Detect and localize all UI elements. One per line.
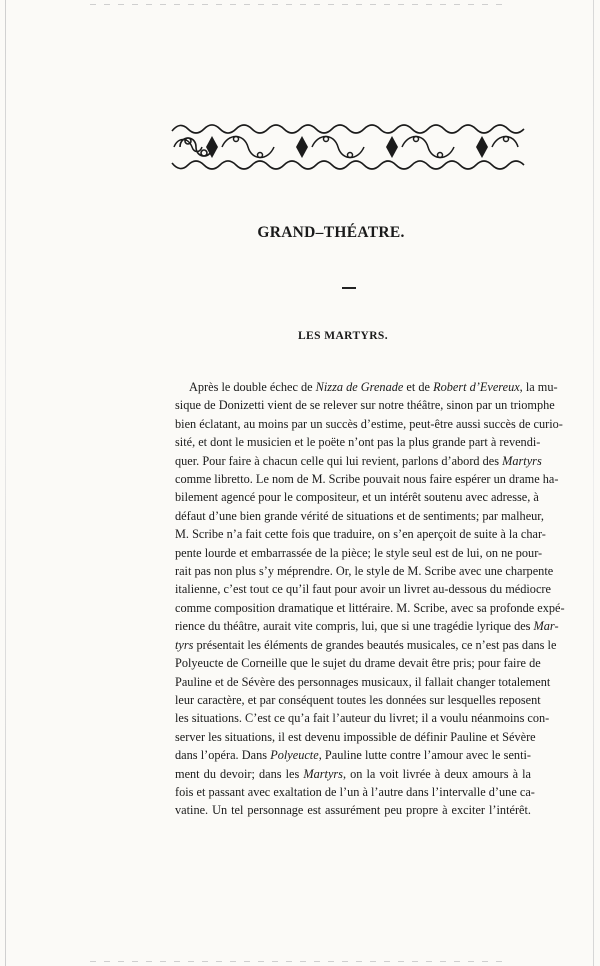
- italic-text: Martyrs: [502, 453, 542, 468]
- text-run: ment du devoir; dans les: [175, 766, 304, 781]
- text-run: défaut d’une bien grande vérité de situations et de sentiments; par malheur,: [175, 508, 544, 523]
- body-line: [175, 452, 542, 470]
- body-line: [175, 378, 558, 396]
- body-line: [175, 709, 550, 727]
- article-body: [175, 378, 565, 820]
- body-line: [175, 783, 535, 801]
- text-run: et de: [403, 380, 434, 394]
- body-line: [175, 415, 563, 433]
- page-edge-left: [5, 0, 6, 966]
- text-run: fois et passant avec exaltation de l’un à l’autre dans l’intervalle d’une ca-: [175, 784, 535, 799]
- body-line: [175, 728, 536, 746]
- text-run: bilement agencé pour le compositeur, et un intérêt soutenu avec adresse, à: [175, 490, 539, 505]
- text-run: présentait les éléments de grandes beautés musicales, ce n’est pas dans le: [193, 637, 557, 652]
- body-line: [175, 617, 559, 635]
- text-run: sité, et dont le musicien et le poëte n’ont pas la plus grande part à revendi-: [175, 435, 541, 450]
- text-run: comme libretto. Le nom de M. Scribe pouvait nous faire espérer un drame ha-: [175, 472, 559, 487]
- section-heading: LES MARTYRS.: [297, 330, 389, 342]
- text-run: , Pauline lutte contre l’amour avec le senti-: [318, 748, 532, 763]
- text-run: italienne, c’est tout ce qu’il faut pour avoir un livret au-dessous du médiocre: [175, 582, 551, 597]
- page-title: GRAND–THÉATRE.: [257, 224, 405, 241]
- body-line: [175, 765, 531, 783]
- text-run: server les situations, il est devenu impossible de définir Pauline et Sévère: [175, 729, 536, 744]
- italic-text: tyrs: [175, 637, 194, 652]
- body-line: [175, 544, 543, 562]
- body-line: [175, 673, 551, 691]
- italic-text: Mar-: [533, 619, 559, 634]
- text-run: les situations. C’est ce qu’a fait l’auteur du livret; il a voulu néanmoins con-: [175, 711, 550, 726]
- text-run: vatine. Un tel personnage est assurément peu propre à exciter l’intérêt.: [175, 803, 531, 818]
- italic-text: Nizza de Grenade: [315, 380, 404, 394]
- body-line: [175, 801, 531, 819]
- text-run: sique de Donizetti vient de se relever sur notre théâtre, sinon par un triomphe: [175, 398, 555, 413]
- text-run: M. Scribe n’a fait cette fois que traduire, on s’en aperçoit de suite à la char-: [175, 527, 546, 542]
- text-run: rience du théâtre, aurait vite compris, lui, que si une tragédie lyrique des: [175, 619, 534, 634]
- text-run: , la mu-: [519, 380, 558, 394]
- body-line: [175, 599, 565, 617]
- body-line: [175, 488, 539, 506]
- text-run: Polyeucte de Corneille que le sujet du drame devait être pris; pour faire de: [175, 656, 541, 671]
- italic-text: Robert d’Evereux: [433, 380, 520, 394]
- text-run: pente lourde et embarrassée de la pièce; le style seul est de lui, on ne pour-: [175, 545, 543, 560]
- text-run: quer. Pour faire à chacun celle qui lui revient, parlons d’abord des: [175, 453, 503, 468]
- body-line: [175, 580, 551, 598]
- text-run: dans l’opéra. Dans: [175, 748, 271, 763]
- text-run: Pauline et de Sévère des personnages musicaux, il fallait changer totalement: [175, 674, 551, 689]
- text-run: rait pas non plus s’y méprendre. Or, le style de M. Scribe avec une charpente: [175, 564, 554, 579]
- body-line: [175, 746, 531, 764]
- body-line: [175, 654, 541, 672]
- text-run: Après le double échec de: [189, 380, 316, 394]
- top-edge-marks: [90, 4, 510, 5]
- bottom-edge-marks: [90, 961, 510, 962]
- body-line: [175, 636, 557, 654]
- title-separator: [342, 287, 356, 289]
- floral-scroll-band-icon: [170, 117, 532, 175]
- body-line: [175, 562, 554, 580]
- text-run: , on la voit livrée à deux amours à la: [342, 766, 531, 781]
- text-run: leur caractère, et par conséquent toutes les données sur lesquelles reposent: [175, 692, 541, 707]
- text-run: bien éclatant, au moins par un succès d’estime, peut-être aussi succès de curio-: [175, 416, 563, 431]
- body-line: [175, 396, 555, 414]
- body-line: [175, 507, 544, 525]
- italic-text: Polyeucte: [270, 748, 319, 763]
- body-line: [175, 433, 541, 451]
- body-line: [175, 691, 541, 709]
- italic-text: Martyrs: [303, 766, 343, 781]
- page-edge-right: [593, 0, 594, 966]
- text-run: comme composition dramatique et littéraire. M. Scribe, avec sa profonde expé-: [175, 600, 565, 615]
- body-line: [175, 470, 559, 488]
- body-line: [175, 525, 546, 543]
